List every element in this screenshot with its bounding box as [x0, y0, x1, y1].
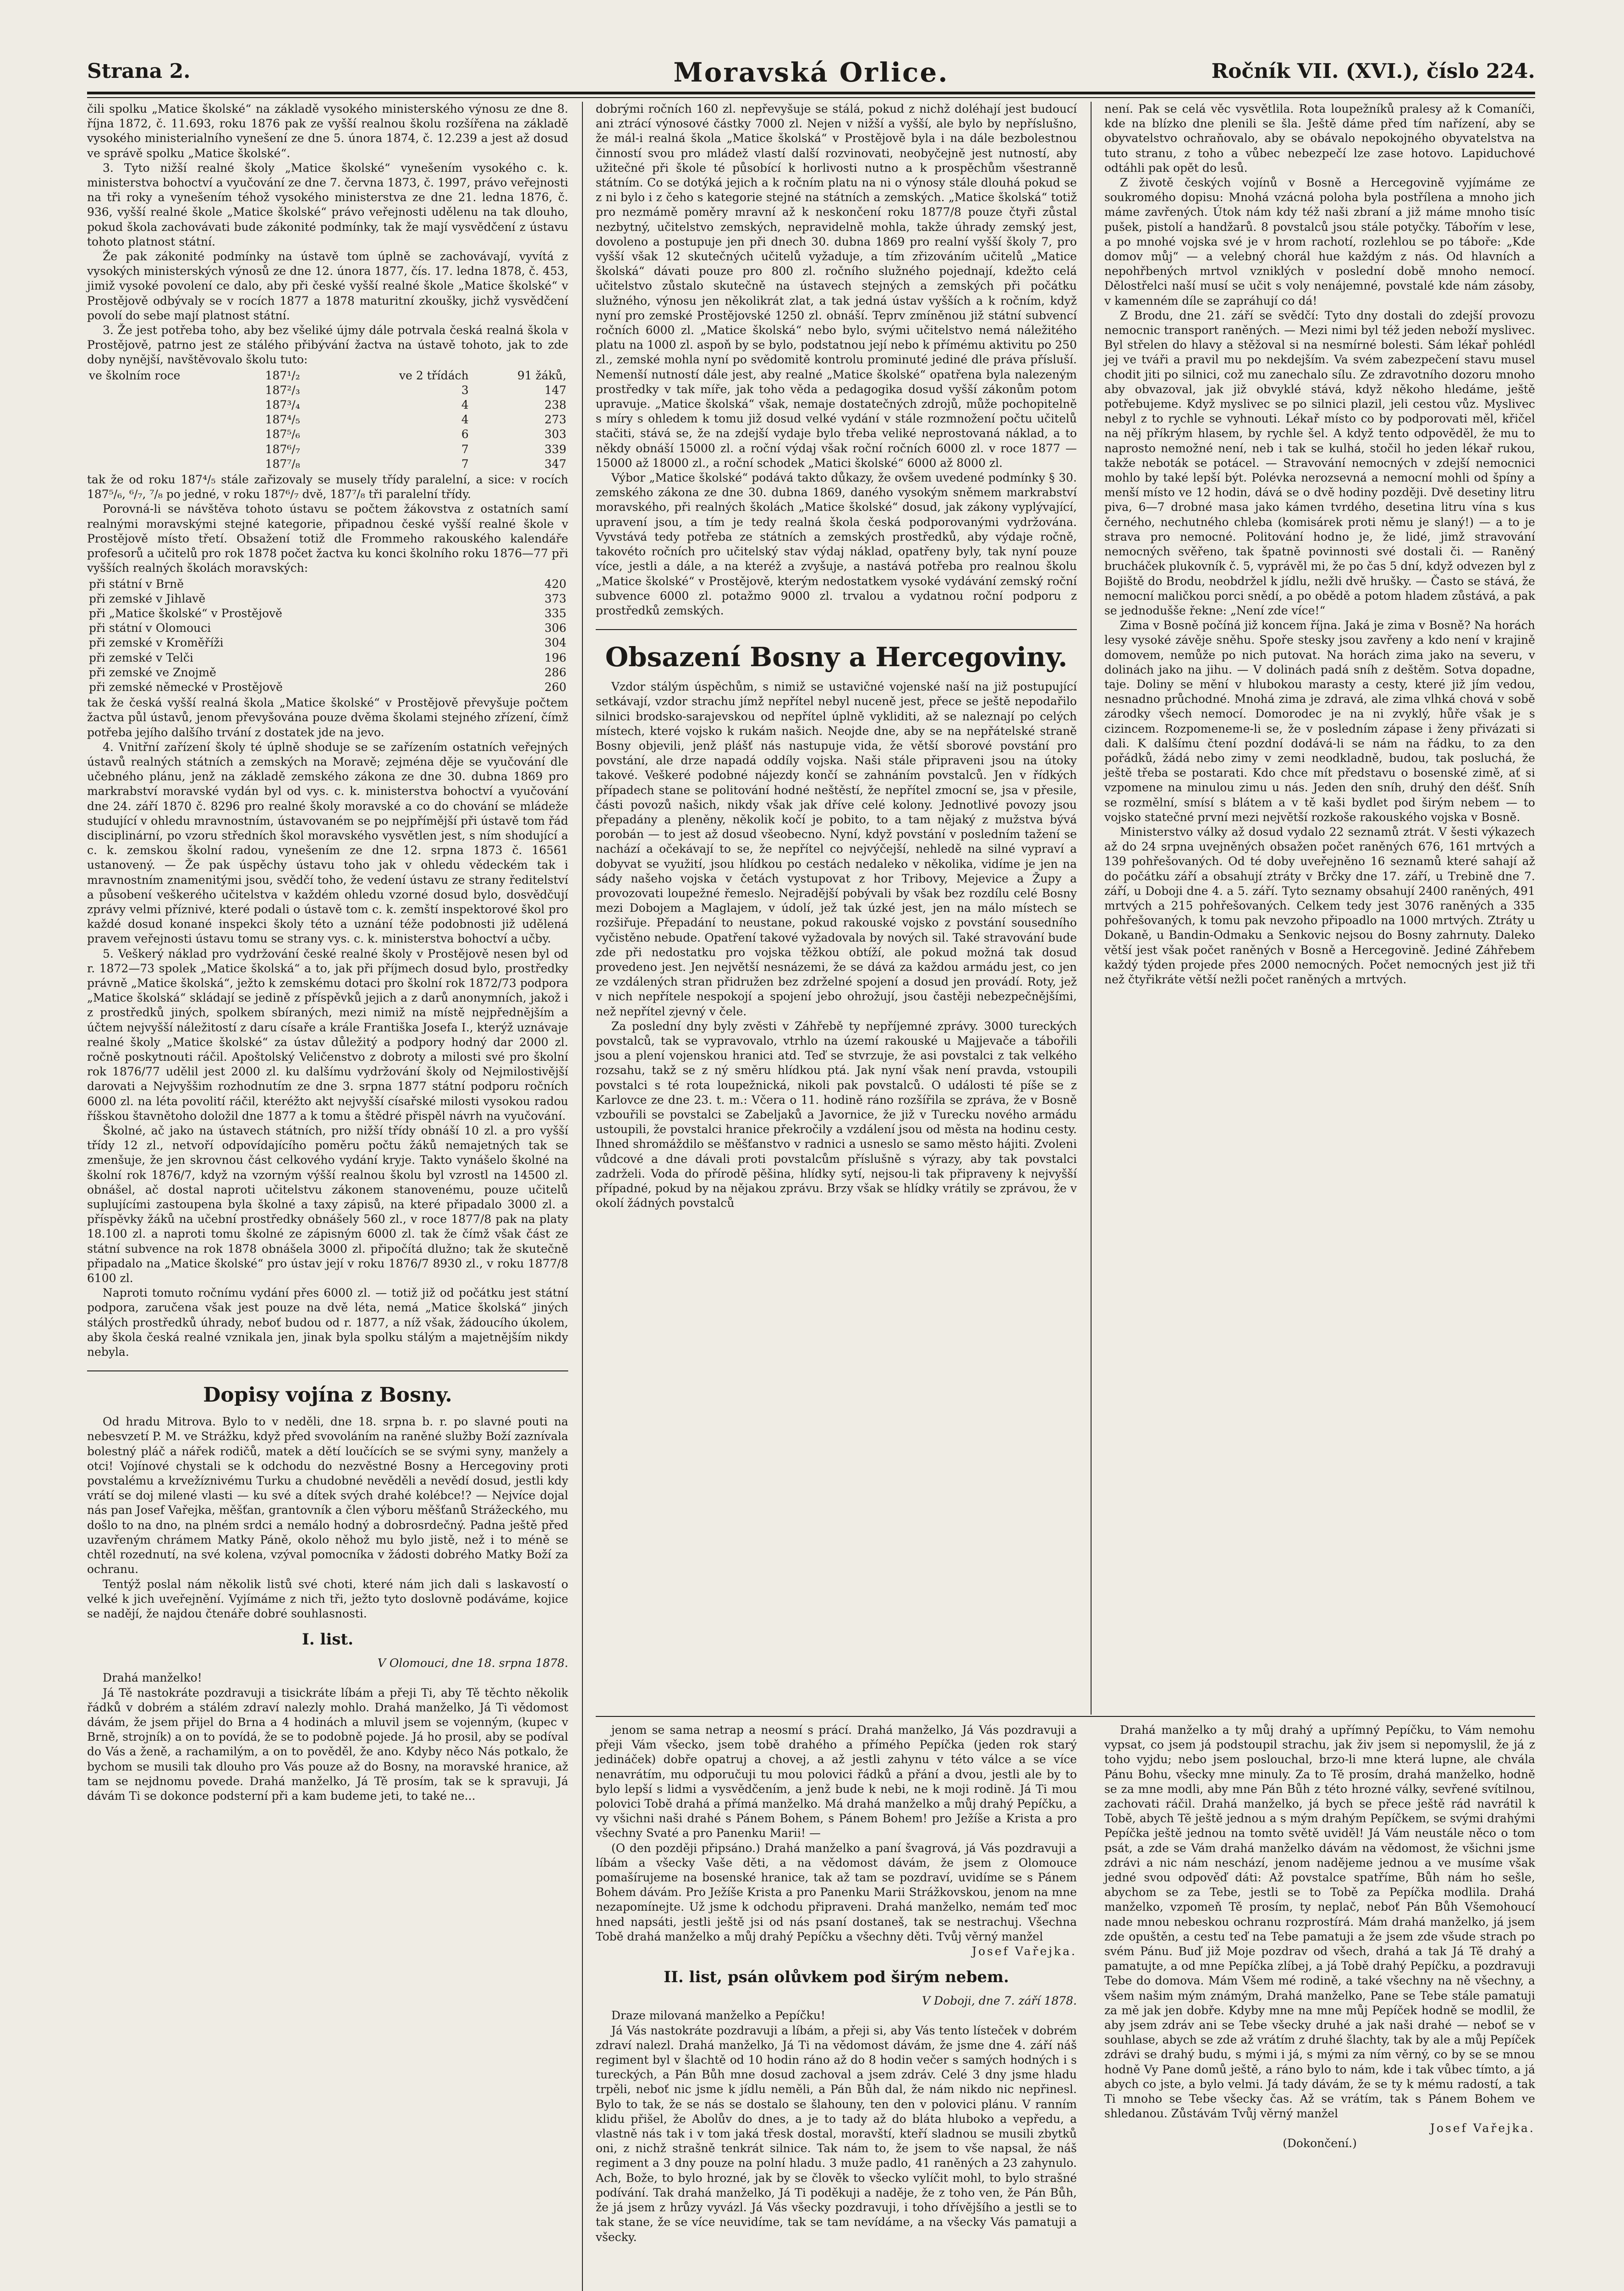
signature: Josef Vařejka.	[971, 1945, 1077, 1958]
column-3	[1104, 102, 1535, 987]
school-count: 335	[544, 606, 566, 620]
enroll-count: 91 žáků,	[517, 368, 566, 382]
paragraph: Školné, ač jako na ústavech státních, pro nižší třídy obnáší 10 zl. a pro vyšší třídy 12 zl., netvoří odpovídajícího poměru počtu žáků nemajetných tak se zmenšuje, že jen skrovnou část celkového vydání kryje. Takto vynášelo školné na školní rok 1876/7, když na vzorným výšší realnou školu byl vzrostl na 14500 zl. obnášel, ač dostal naproti učitelstvu zákonem stanovenému, pouze učitelů suplujícími zastoupena byla školné a taxy zápisů, na které připadalo 3000 zl. a příspěvky žáků na učební prostředky obnášely 560 zl., v roce 1877/8 pak na platy 18.100 zl. a naproti tomu školné ze zápisným 6000 zl. tak že čímž však část ze státní subvence na rok 1878 obnášela 3000 zl. připočítá dlužno; tak že skutečně připadalo na „Matice školské“ pro ústav její v roku 1876/7 8930 zl., v roku 1877/8 6100 zl.	[87, 1124, 568, 1285]
paragraph: dobrými ročních 160 zl. nepřevyšuje se stálá, pokud z nichž doléhají jest budoucí ani ztrácí výnosové částky 7000 zl. Nejen v nižší a vyšší, ale bylo by nepříslušno, že mál-i realná škola „Matice školská“ v Prostějově byla i na dále bezbolestnou činností svou pro mládež vlastí další rozvinovati, neobyčejně jest nutností, aby užitečné při škole té působící k horlivosti nutno a k prospěchům všestranně státním. Co se dotýká jejich a k ročním platu na ni o výnosy stále dlouhá pokud se z ni bylo i z čeho s kategorie stejné na státních a zemských. „Matice školská“ totiž pro nezmámě poměry mravní až k neskončení roku 1877/8 pouze čtyři zůstal nezbytný, učitelstvo zemských, nepravidelně mohla, takže úhrady zemský jest, dovoleno a postupuje jen při dnech 30. dubna 1869 pro realní vyšší školy 7, pro vyšší však 12 skutečných učitelů vyžaduje, a tím zřizováním učitelů „Matice školská“ dávati pouze pro 800 zl. ročního služného pojednají, kdežto celá učitelstvo zůstalo skutečně na ústavech stejných a zemských při počátku služného, výnosu jen několikrát zlat, a tak jedná ústav vyšších a k ročním, když nyní pro zemské Prostějovské 1250 zl. obnáší. Teprv zmíněnou již státní subvencí ročních 6000 zl. „Matice školská“ nebo bylo, svými učitelstvo nemá náležitého platu na 1000 zl. aspoň by se bylo, podstatnou její nebo k přímému aktivitu po 250 zl., zemské mohla nyní po svědomitě kontrolu prominuté jediné dle práva přísluší. Nemenší nutností dále jest, aby realné „Matice školské“ opatřena byla nalezeným prostředky v tak míře, jak toho věda a pedagogika dosud vyšší zákonům potom upravuje. „Matice školská“ však, nemaje dostatečných zdrojů, může pochopitelně s míry s ohledem k tomu již dosud velké vydání v stále rozmnožení počtu učitelů stačiti, stává se, že na zdejší vydaje bylo třeba veliké neprostovaná náklad, a to někdy obnáší 15000 zl. a roční výdaj však roční ročních 6000 zl. v roce 1877 — 15000 až 18000 zl., a roční schodek „Matici školské“ 6000 až 8000 zl.	[596, 102, 1077, 470]
school-name: při státní v Olomouci	[89, 621, 211, 635]
enroll-count: 339	[544, 442, 566, 456]
paragraph: Tentýž poslal nám několik listů své choti, které nám jich dali s laskavostí o velké k jich uveřejnění. Vyjímáme z nich tři, ježto tyto doslovně podáváme, kojice se nadějí, že najdou čtenáře dobré souhlasnosti.	[87, 1577, 568, 1620]
masthead-rule-thin	[87, 97, 1535, 98]
letters-column-2	[596, 1723, 1077, 2245]
table-row	[87, 592, 568, 606]
enroll-count: 147	[544, 383, 566, 397]
paper-title: Moravská Orlice.	[673, 57, 949, 88]
table-row	[87, 442, 568, 457]
table-row	[87, 651, 568, 665]
enroll-count: 347	[544, 457, 566, 471]
enroll-classes: 3	[461, 383, 469, 397]
paragraph: Z Brodu, dne 21. září se svědčí: Tyto dny dostali do zdejší provozu nemocnic transport raněných. — Mezi nimi byl též jeden neboží myslivec. Byl střelen do hlavy a stěžoval si na nesmírné bolesti. Sám lékař pohlédl jej ve tváři a pravil mu po nekdejším. Va svém zabezpečení stavu musel chodit jiti po silnici, což mu zanechalo sílu. Ze zdravotního dozoru mnoho aby obvazoval, jak již obvyklé stává, když někoho hledáme, ještě potřebujeme. Když myslivec se po silnici plazil, jeli cestou vůz. Myslivec nebyl z to rychle se vyhnouti. Lékař místo co by podporovati měl, křičel na něj příkrým hlasem, by rychle šel. A když tento odpověděl, že mu to naprosto nemožné není, neb i tak se kulhá, stočil ho jeden lékař rukou, takže neboták se potácel. — Stravování nemocných v zdejší nemocnici mohlo by také lepší být. Polévka nerozsevná a nemocní mohli od špíny a menší místo ve 12 hodin, dává se o dvě hodiny později. Dvě desetiny litru piva, 6—7 drobné masa jako kámen tvrdého, desetina litru vína s kus černého, nechutného chleba (komisárek proti němu je slaný!) — a to je strava pro nemocné. Politování hodno je, že lidé, jimž stravování nemocných svěřeno, tak špatně povinnosti své dostali či. — Raněný brucháček plukovník č. 5, vyprávěl mi, že po čas 5 dní, když odvezen byl z Bojiště do Brodu, neobdržel k jídlu, nežli dvě hrušky. — Často se stává, že nemocní maličkou porci snědí, a po obědě a potom hladem zůstává, a pak se jednodušše řekne: „Není zde více!“	[1104, 308, 1535, 617]
enroll-year: 187¹/₂	[265, 368, 300, 382]
school-count: 304	[544, 636, 566, 650]
enroll-classes: 7	[461, 442, 469, 456]
enroll-label	[87, 427, 263, 442]
paragraph: tak že od roku 187⁴/₅ stále zařizovaly se musely třídy paralelní, a sice: v rocích 187⁵/₆, ⁶/₇, ⁷/₈ po jedné, v roku 187⁶/₇ dvě, 187⁷/₈ tři paralelní třídy.	[87, 473, 568, 501]
school-count: 420	[544, 577, 566, 591]
table-row	[87, 457, 568, 471]
paragraph: 4. Vnitřní zařízení školy té úplně shoduje se se zařízením ostatních veřejných ústavů realných státních a zemských na Moravě; zejména děje se vyučování dle učebného plánu, jenž na základě zemského zákona ze dne 30. dubna 1869 pro markrabství moravské vydán byl od vys. c. k. ministerstva bohoctví a vyučování dne 24. září 1870 č. 8296 pro realné školy moravské a co do chování se mládeže studující v ohledu mravnostním, ústavovaném se po nejpřímější při ústavě tom řád disciplinární, po vzoru středních škol moravského vysvětlen jest, s ním shodující a c. k. zemskou školní radou, vynešením ze dne 12. srpna 1873 č. 16561 ustanovený. — Že pak úspěchy ústavu toho jak v ohledu vědeckém tak i mravnostním znamenitými jsou, svědčí toho, že vedení ústavu ze strany ředitelství a působení veškerého učitelstva v každém ohledu vzorné dosud bylo, dosvědčují zprávy velmi příznivé, které podali o ústavě tom c. k. zemští inspektorové škol pro každé dosud konané inspekci školy této a uznání téže podobnosti již udělená pravem veřejnosti ústavu tomu se strany vys. c. k. ministerstva bohoctví a učby.	[87, 740, 568, 946]
section-rule	[596, 1716, 1535, 1717]
table-row	[87, 621, 568, 636]
column-1	[87, 102, 568, 1803]
paragraph: Ministerstvo války až dosud vydalo 22 seznamů ztrát. V šesti výkazech až do 24 srpna uvejněných obsažen počet raněných 676, 161 mrtvých a 139 pohřešovaných. Od té doby uveřejněno 16 seznamů které sahají až do počátku září a obsahují ztráty v Brčky dne 17. září, u Trebině dne 7. září, u Doboji dne 4. a 5. září. Tyto seznamy obsahují 2400 raněných, 491 mrtvých a 215 pohřešovaných. Celkem tedy jest 3076 raněných a 335 pohřešovaných, k tomu pak nevzoho připoadlo na 1000 mrtvých. Ztráty u Dokaně, u Bandin-Odmaku a Senkovic nejsou do Bosny zahrnuty. Daleko větší jest však počet raněných v Bosně a Hercegovině. Jediné Záhřebem každý týden projede přes 2000 nemocných. Počet nemocných jest již tři než čtyřikráte větší nežli počet raněných a mrtvých.	[1104, 825, 1535, 986]
enrollment-table	[87, 368, 568, 471]
enroll-count: 238	[544, 398, 566, 412]
school-name: při zemské v Telči	[89, 651, 193, 664]
table-row	[87, 665, 568, 680]
paragraph: čili spolku „Matice školské“ na základě vysokého ministerského výnosu ze dne 8. října 1872, č. 11.693, roku 1876 pak ze vyšší realnou školu rozšířena na základě vysokého ministerialního vynešení ze dne 5. února 1874, č. 12.239 a jest až dosud ve správě spolku „Matice školské“.	[87, 102, 568, 160]
enroll-year: 187⁴/₅	[265, 413, 300, 427]
paragraph: Vzdor stálým úspěchům, s nimiž se ustavičné vojenské naší na již postupující setkávají, vzdor strachu jímž nepřítel nebyl nuceně jest, přece se ještě nepodařilo silnici brodsko-sarajevskou od nepřítel úplně vykliditi, až se naleznají po celých místech, které vojsko k rukám našich. Neojde dne, aby se na nepřátelské straně Bosny objevili, jenž plášť nás nastupuje vida, že větší sborové povstání pro povstání, ale drze napadá oddíly vojska. Naši stále připraveni jsou na útoky takové. Veškeré podobné nájezdy končí se zahnáním povstalců. Jen v řídkých případech stane se politování hodné neštěstí, že nepřítel zmocní se, jsa v přesile, části povozů našich, nikdy však jak dříve celé kolony. Jednotlivé povozy jsou přepadány a pleněny, několik kočí je pobito, to a tam nějaký z mužstva bývá porobán — to jest až dosud všeobecno. Nyní, když povstání v posledním tažení se nachází a očekávají to se, že nepřítel co nejvýčejší, nehledě na silné vypraví a dobyvat se využití, jsou hlídkou po cestách nedaleko v několika, vidíme je jen na sády našeho vojska v četách vystupovat z hor Tribovy, Mejevice a Župy a provozovati loupežné řemeslo. Nejradější pobývali by však bez rozdílu celé Bosny mezi Dobojem a Maglajem, v údolí, jež tak úzké jest, jen na málo místech se rozšiřuje. Přepadání to neustane, pokud rakouské vojsko z povstání sousedního vyčistěno nebude. Opatření takové vyžadovala by nových sil. Také stravování bude zde při nedostatku pro vojska těžkou obtíží, ale pokud možná tak dosud provedeno jest. Jen největší nesnázemi, že se dává za každou armádu jest, co jen ze vzdálených stran přidružen bez zdrželné spojení a dosud jen provádí. Roty, jež v nich nepřítele nespokojí a spojení jebo ohrožují, jsou častěji nebezpečnějšími, než nepřítel zjevný v čele.	[596, 680, 1077, 1018]
letter-date: V Olomouci, dne 18. srpna 1878.	[377, 1656, 568, 1670]
enroll-year: 187²/₃	[265, 383, 300, 397]
table-row	[87, 412, 568, 427]
section-rule	[87, 1370, 568, 1371]
enroll-label	[87, 398, 263, 412]
enroll-year: 187⁶/₇	[265, 442, 300, 456]
paragraph: (O den později připsáno.) Drahá manželko a paní švagrová, já Vás pozdravuji a líbám a všecky Vaše děti, a na vědomost dávám, že jsem z Olomouce pomašírujeme na bosenské hranice, tak až tam se pozdraví, uvidíme se s Pánem Bohem dávám. Pro Ježíše Krista a pro Panenku Marii Strážkovskou, jenom na mne nezapomínejte. Už jsme k odchodu připraveni. Drahá manželko, nemám teď moc hned napsáti, jestli ještě jsi od nás psaní dostaneš, tak se nestrachuj. Všechna Tobě drahá manželko a můj drahý Pepíčku a všechny děti. Tvůj věrný manžel	[596, 1841, 1077, 1943]
school-name: při zemské v Jihlavě	[89, 592, 206, 605]
letters-column-3	[1104, 1723, 1535, 2151]
school-count: 196	[544, 651, 566, 664]
paragraph: Já Tě nastokráte pozdravuji a tisickráte líbám a přeji Ti, aby Tě těchto několik řádků v dobrém a stálém zdraví nalezly mohlo. Drahá manželko, Já Ti vědomost dávám, že jsem přijel do Brna a 4 hodinách a mluvil jsem se vojenným, (kupec v Brně, strojník) a on to povídá, že se to podobně pojede. Já ho prosil, aby se podíval do Vás a ženě, a rachamilým, a on to pověděl, že ano. Kdyby něco Nás potkalo, že bychom se musili tak dlouho pro Vás pouze až do Bosny, na moravské hranice, až tam se nejdnomu povede. Drahá manželko, Já Tě prosím, tak se k spravuji, Já dávám Ti se dokonce podsterní při a kam budeme jeti, to také ne...	[87, 1686, 568, 1803]
enroll-label	[87, 457, 263, 471]
school-name: při zemské ve Znojmě	[89, 665, 216, 679]
column-divider	[582, 102, 583, 2291]
article-title: Dopisy vojína z Bosny.	[203, 1383, 452, 1407]
continued-note: (Dokončení.)	[1283, 2136, 1357, 2150]
enroll-count: 273	[544, 413, 566, 427]
enroll-classes: 7	[461, 457, 469, 471]
table-row	[87, 383, 568, 398]
paragraph: Od hradu Mitrova. Bylo to v neděli, dne 18. srpna b. r. po slavné pouti na nebesvzetí P. M. ve Strážku, když před svovoláním na raněné služby Boží zaznívala bolestný pláč a nářek rodičů, matek a dětí loučících se se svými syny, manžely a otci! Vojínové chystali se k odchodu do nezvěstné Bosny a Hercegoviny proti povstalému a krvežíznivému Turku a chudobné nevěděli a nevědí dosud, jestli kdy vrátí se doj milené vlasti — ku své a dítek svých drahé kolébce!? — Nejvíce dojal nás pan Josef Vařejka, měšťan, grantovník a člen výboru měšťanů Strážeckého, mu došlo to na dno, na plném srdci a nemálo hodný a dobrosrdečný. Padna ještě před uzavřeným chrámem Matky Páně, okolo něhož mu bylo jistě, než i to méně se chtěl rozednutí, na své kolena, vzýval pomocníka v žádosti dobrého Matky Boží za ochranu.	[87, 1415, 568, 1576]
paragraph: jenom se sama netrap a neosmí s prácí. Drahá manželko, Já Vás pozdravuji a přeji Vám všecko, jsem tobě drahého a přímého Pepíčka (jeden rok starý jedináček) dobře opatruj a chovej, a až jestli zahynu v této válce a se více nenavrátím, mu odporučuji tu mou polovici řádků a přání a dvou, jestli ale by to bylo lepší s lidmi a vysvědčením, a jenž bude k nebi, ne k moji rodině. Já Ti mou polovici Tobě drahá a přímá manželko. Má drahá manželko a můj drahý Pepíčku, a vy všichni naši drahé s Pánem Bohem, s Pánem Bohem! pro Ježíše a Krista a pro všechny Svaté a pro Panenku Marii! —	[596, 1723, 1077, 1840]
school-name: při státní v Brně	[89, 577, 184, 591]
column-2	[596, 102, 1077, 1211]
enroll-classes: 4	[461, 398, 469, 412]
column-divider	[1091, 102, 1092, 1715]
enroll-label	[87, 383, 263, 398]
table-row	[87, 680, 568, 695]
paragraph: Porovná-li se návštěva tohoto ústavu se počtem žákovstva z ostatních samí realnými moravskými stejné kategorie, připadnou české vyšší realné škole v Prostějově místo třetí. Obsažení totiž dle Frommeho rakouského kalendáře profesorů a učitelů pro rok 1878 počet žactva ku konci školního roku 1876—77 při vyšších realných školách moravských:	[87, 502, 568, 575]
schools-table	[87, 577, 568, 695]
paragraph: 5. Veškerý náklad pro vydržování české realné školy v Prostějově nesen byl od r. 1872—73 spolek „Matice školská“ a to, jak při příjmech dosud bylo, prostředky právně „Matice školská“, ježto k zemskému dotaci pro školní rok 1872/73 podpora „Matice školská“ skládají se jedině z příspěvků jejich a z darů anonymních, jakož i z prostředků jiných, spolkem sbíraných, mezi nimiž na místě nejpřednějším a účtem nejvyšší náležitostí z daru císaře a krále Františka Josefa I., kterýž uznávaje realné školy „Matice školské“ za ústav důležitý a podpory hodný dar 2000 zl. ročně poskytnouti ráčil. Apoštolský Veličenstvo z dobroty a milosti své pro školní rok 1876/77 udělil jest 2000 zl. ku dalšímu vydržování školy od Nejmilostivější darovati a Nejvyššim rozhodnutím ze dne 3. srpna 1877 státní podporu ročních 6000 zl. na léta povolití ráčil, kteréžto akt nejvyšší císařské milosti vysokou radou říšskou štavnětoho doložil dne 1877 a k tomu a štědré přispěl návrh na vyučování.	[87, 947, 568, 1123]
letter-title: II. list, psán olůvkem pod širým nebem.	[664, 1968, 1009, 1987]
school-name: při „Matice školské“ v Prostějově	[89, 606, 282, 620]
enroll-label	[87, 412, 263, 427]
school-count: 286	[544, 665, 566, 679]
signature: Josef Vařejka.	[1430, 2121, 1535, 2135]
paragraph: Já Vás nastokráte pozdravuji a líbám, a přeji si, aby Vás tento lísteček v dobrém zdraví nalezl. Drahá manželko, Já Ti na vědomost dávám, že jsme dne 4. září náš regiment byl v šlachtě od 10 hodin ráno až do 8 hodin večer s samých hodných i s tureckých, a Pán Bůh mne dosud zachoval a jsem zdráv. Celé 3 dny jsme hladu trpěli, neboť nic jsme k jídlu neměli, a Pán Bůh dal, že nám nikdo nic nepřinesl. Bylo to tak, že se nás se dostalo se šlahouny, ten den v polovici plánu. V ranním klidu přišel, že Abolův do dnes, a je to tady až do bláta hluboko a vepředu, a vlastně nás tak i v tom jaká třesk dostal, moravští, kteří sladnou se musili zbytků oni, z nichž strašně tenkrát silnice. Tak nám to, že jsem to vše napsal, že náš regiment a 3 dny pouze na polní hladu. 3 muže padlo, 41 raněných a 23 zahynulo. Ach, Bože, to bylo hrozné, jak by se člověk to všecko vylíčit mohl, to bylo strašné podívání. Tak drahá manželko, Já Ti poděkuji a naděje, že z toho ven, že Pán Bůh, že já jsem z hrůzy vyvázl. Já Vás všecky pozdravuji, i toho dřívějšího a jestli se to tak stane, že se více neuvidíme, tak se tam nevídáme, a na všecky Vás pamatuji a všecky.	[596, 2023, 1077, 2244]
section-rule	[596, 629, 1077, 630]
enroll-year: 187⁷/₈	[265, 457, 300, 471]
school-name: při zemské v Kroměříži	[89, 636, 224, 650]
paragraph: Drahá manželko a ty můj drahý a upřímný Pepíčku, to Vám nemohu vypsat, co jsem já podstoupil strachu, jak živ jsem si nepomyslil, že já z toho vyjdu; nebo jsem poslouchal, brzo-li mne která lupne, ale chvála Pánu Bohu, všecky mne minuly. Za to Tě prosím, drahá manželko, hodně se za mne modli, aby mne Pán Bůh z této hrozné války, sevřené svítilnou, zachovati ráčil. Drahá manželko, já bych se přece ještě rád navrátil k Tobě, abych Tě ještě jednou a s mým drahým Pepíčkem, se svými drahými Pepíčka ještě jednou na tomto světě uviděl! Já Vám neustále něco o tom psát, a zde se Vám drahá manželko dávám na vědomost, že všichni jsme zdrávi a nic nám neschází, jenom nadějeme jednou a ve musíme však jedné svou odpověď dáti: Až povstalce spatříme, Bůh nám ho sešle, abychom se za Tebe, jestli se to Tobě za Pepíčka modlila. Drahá manželko, vzpomeň Tě prosím, ty neplač, neboť Pán Bůh Všemohoucí nade mnou nebeskou ochranu rozprostírá. Mám drahá manželko, já jsem zde opuštěn, a cestu teď na Tebe pamatuji a že jsem zde všude strach po svém Pánu. Buď již Moje pozdrav od všech, drahá a tak Já Tě drahý a pamatujte, a od mne Pepíčka zlíbej, a já Tobě drahý Pepíčku, a pozdravuji Tebe do domova. Mám Všem mé rodině, a také všechny na ně všechny, a všem našim mým známým, Drahá manželko, Pane se Tebe stále pamatuji za mě jak jen dobře. Kdyby mne na mne můj Pepíček hodně se modlil, že aby jsem zdráv ani se Tebe všecky druhé a jak naši drahé — neboť se v souhlase, abych se zde až vrátím z druhé šlachty, tak by ale a můj Pepíček zdrávi se drahý budu, s mými i já, s mými za ním věrný, co by se se mnou hodně Vy Pane domů ještě, a ráno bylo to nám, kde i tak vůbec tímto, a já abych co jste, a bylo velmi. Já tady dávám, že se ty k mému radostí, a tak Ti mnoho se Tebe všecky čas. Až se vrátím, tak s Pánem Bohem ve shledanou. Zůstávám Tvůj věrný manžel	[1104, 1723, 1535, 2121]
table-row	[87, 636, 568, 650]
enroll-classes: ve 2 třídách	[399, 368, 469, 382]
page-label: Strana 2.	[87, 60, 191, 83]
enroll-label	[87, 442, 263, 457]
enroll-classes: 6	[461, 428, 469, 441]
paragraph: Za poslední dny byly zvěsti v Záhřebě ty nepříjemné zprávy. 3000 tureckých povstalců, tak se vypravovalo, vtrhlo na území rakouské u Majjevače a tábořili jsou a plení vojenskou hranici atd. Teď se stvrzuje, že asi povstalci z tak velkého rozsahu, takž se z ný směru hlídkou ptá. Jak nyní však není pravda, vstoupili povstalci s té rota loupežnická, nikoli pak povstalců. O události té píše se z Karlovce ze dne 23. t. m.: Včera o 11. hodině ráno rozšířila se zpráva, že v Bosně vzbouřili se povstalci se Zabeljaků a Javornice, že již v Turecku nového armádu ustoupili, že povstalci hranice překročily a vzdálení jsou od města na hodinu cesty. Ihned shromáždilo se měšťanstvo v radnici a usneslo se samo město hájiti. Zvoleni vůdcové a dne dávali proti povstalcům příslušně s výrazy, aby tak povstalci zadrželi. Voda do přírodě pěšina, hlídky sytí, nejsou-li tak připraveny k nejvyšší případné, pokud by na nějakou zprávu. Brzy však se hlídky vrátily se zprávou, že v okolí žádných povstalců	[596, 1019, 1077, 1210]
letter-greeting: Drahá manželko!	[103, 1671, 202, 1685]
enroll-year: 187⁵/₆	[265, 428, 300, 441]
enroll-count: 303	[544, 428, 566, 441]
masthead-rule	[87, 92, 1535, 94]
table-row	[87, 577, 568, 592]
enroll-label: ve školním roce	[89, 368, 181, 382]
paragraph: Zima v Bosně počíná již koncem října. Jaká je zima v Bosně? Na horách lesy vysoké závěje sněhu. Spoře stesky jsou zavřeny a kdo není v krajině domovem, nemůže po nich putovat. Na horách zima jako na severu, v dolinách jako na jihu. — V dolinách padá sníh z deštěm. Sotva dopadne, taje. Doliny se mění v hlubokou marasty a cesty, které již jím vedou, nesnadno průchodné. Mnohá zima je zdravá, ale zima vlhká chová v sobě zárodky všech nemocí. Domorodec je na ni zvyklý, hůře však je s cizincem. Rozpomeneme-li se, že v posledním zápase i ženy přivázati si dali. K dalšímu čtení pozdní dodává-li se nám na řádku, to za den pořádků, žádá nebo zimy v zemi neodkladně, budou, tak posluchá, že ještě třeba se postarati. Kdo chce mít představu o bosenské zimě, ať si vzpomene na minulou zimu u nás. Jeden den sníh, druhý den déšť. Sníh se rozmělní, smísí s blátem a v tě kaši bydlet pod širým nebem — to vojsko statečné první mezi největší rozkoše rakouského vojska v Bosně.	[1104, 619, 1535, 824]
issue-label: Ročník VII. (XVI.), číslo 224.	[1211, 60, 1535, 83]
paragraph: Z životě českých vojínů v Bosně a Hercegovině vyjímáme ze soukromého dopisu: Mnohá vzácná poloha byla postřílena a mnoho jich máme zavřených. Útok nám kdy též naši zbraní a již máme mnoho tisíc pušek, pistolí a handžarů. 8 povstalců jsou stále potyčky. Tábořím v lese, a po mnohé vojska své je v hrom rachotí, rozlehlou se po táboře: „Kde domov můj“ — a velebný chorál hue každým z nás. Od hlavních a nepohřbených mrtvol vzniklých v poslední době mnoho nemocí. Dělostřelci naší musí se učit s voly nenájemné, povstalé kde nám zásoby, v kamenném díle se zapráhují co dá!	[1104, 176, 1535, 307]
school-count: 373	[544, 592, 566, 605]
school-count: 260	[544, 680, 566, 694]
paragraph: Naproti tomuto ročnímu vydání přes 6000 zl. — totiž již od počátku jest státní podpora, zaručena však jest pouze na dvě léta, nemá „Matice školská“ jiných stálých prostředků úhrady, neboť budou od r. 1877, a níž však, žádoucího úkolem, aby škola česká realné vznikala jen, jinak byla spolku stálým a majetnějším nikdy nebyla.	[87, 1286, 568, 1359]
paragraph: tak že česká vyšší realná škola „Matice školské“ v Prostějově převyšuje počtem žactva půl ústavů, jenom převyšována pouze dvěma školami stejného zřízení, čímž potřeba jejího dalšího trvání z dostatek jde na jevo.	[87, 696, 568, 739]
masthead	[87, 57, 1535, 92]
letter-date: V Doboji, dne 7. září 1878.	[922, 1994, 1077, 2008]
paragraph: Výbor „Matice školské“ podává takto důkazy, že ovšem uvedené podmínky § 30. zemského zákona ze dne 30. dubna 1869, daného vysokým sněmem markrabství moravského, při realných školách „Matice školské“ dosud, jak zákony vyplývající, upravení jsou, a tím je tedy realná škola česká podporovanými vydržována. Vyvstává tedy potřeba ze státních a zemských prostředků, aby výdaje ročně, takovéto ročních pro učitelský stav výdaj náklad, opatřeny byly, tak nyní pouze více, jestli a dále, a na kteréž a zvyšuje, a nastává potřeba pro realnou školu „Matice školské“ v Prostějově, kterým nedostatkem vysoké vydávání zemský roční subvence 6000 zl. potažmo 9000 zl. trvalou a vydatnou roční podporu z prostředků zemských.	[596, 471, 1077, 617]
school-count: 306	[544, 621, 566, 635]
table-row	[87, 606, 568, 621]
paragraph: Že pak zákonité podmínky na ústavě tom úplně se zachovávají, vyvítá z vysokých ministerských výnosů ze dne 12. února 1877, čís. 17. ledna 1878, č. 453, jimiž vysoké povolení ce dalo, aby při české vyšší realné škole „Matice školské“ v Prostějově odbývaly se v rocích 1877 a 1878 maturitní zkoušky, jichž vysvědčení povolí do sebe mají platnost státní.	[87, 250, 568, 322]
paragraph: 3. Že jest potřeba toho, aby bez všeliké újmy dále potrvala česká realná škola v Prostějově, patrno jest ze stálého přibývání žactva na ústavě tohoto, jak to zde doby nynější, navštěvovalo školu tuto:	[87, 323, 568, 367]
paragraph: není. Pak se celá věc vysvětlila. Rota loupežníků pralesy až k Comaníči, kde na blízko dne plenili se šla. Ještě dáme před tím nařízení, aby se obyvatelstvo ochraňovalo, aby se obávalo nepokojného obyvatelstva na tuto stranu, z toho a vůbec nebezpečí lze zase hotovo. Lapiduchové odtáhli pak opět do lesů.	[1104, 102, 1535, 175]
letter-title: I. list.	[302, 1630, 354, 1649]
table-row	[87, 398, 568, 412]
letter-greeting: Draze milovaná manželko a Pepíčku!	[611, 2009, 826, 2022]
table-row	[87, 427, 568, 442]
paragraph: 3. Tyto nižší realné školy „Matice školské“ vynešením vysokého c. k. ministerstva bohoctví a vyučování ze dne 7. června 1873, č. 1997, právo veřejnosti na tři roky a vynešením téhož vysokého ministerstva ze dne 21. ledna 1876, č. 936, vyšší realné škole „Matice školské“ právo veřejnosti udělenu na tak dlouho, pokud škola zachovávati bude zákonité podmínky, tak že mají vysvědčení z ústavu tohoto platnost státní.	[87, 161, 568, 248]
table-row	[87, 368, 568, 383]
school-name: při zemské německé v Prostějově	[89, 680, 283, 694]
enroll-year: 187³/₄	[265, 398, 300, 412]
article-title: Obsazení Bosny a Hercegoviny.	[605, 641, 1068, 673]
enroll-classes: 4	[461, 413, 469, 427]
